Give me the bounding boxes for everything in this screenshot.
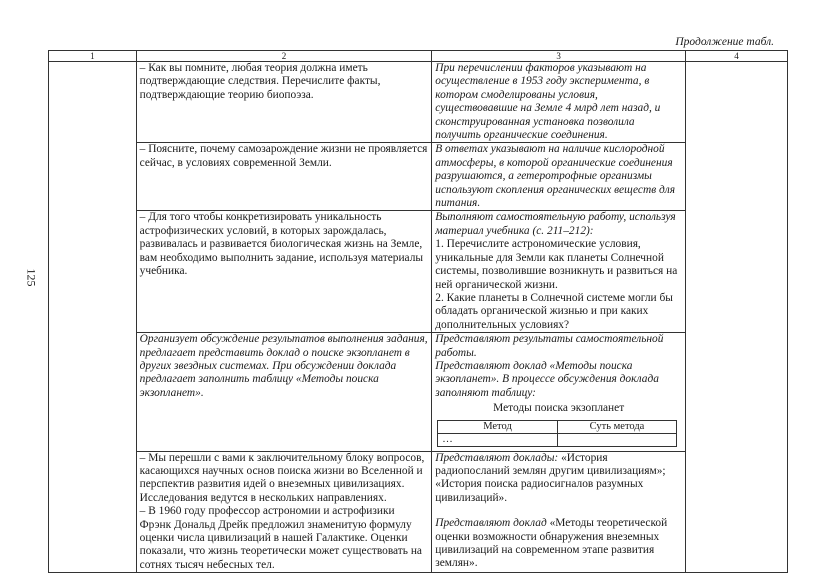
task-question-2: 2. Какие планеты в Солнечной системе могли бы обладать органической жизнью и при каких дополнительных условиях?	[435, 291, 673, 331]
table-row	[49, 451, 788, 573]
teacher-cell	[136, 143, 432, 211]
teacher-text: – Поясните, почему самозарождение жизни не проявляется сейчас, в условиях современной Земли.	[139, 143, 428, 169]
table-row	[49, 62, 788, 143]
table-row	[49, 333, 788, 451]
continuation-label: Продолжение табл.	[675, 36, 774, 48]
methods-cell	[557, 433, 677, 446]
teacher-text-a: – Мы перешли с вами к заключительному блоку вопросов, касающихся научных основ поиска жизни во Вселенной и перспектив развития идей о внеземных цивилизациях. Исследования ведутся в нескольких направлениях.	[139, 451, 425, 504]
table-row	[49, 211, 788, 333]
report-label: Представляют доклад	[435, 517, 547, 530]
report-text: «Методы теоретической оценки возможности обнаружения внеземных цивилизаций на современном этапе развития землян».	[435, 517, 668, 570]
teacher-cell	[136, 211, 432, 333]
column-number: 1	[49, 51, 137, 62]
teacher-text: Организует обсуждение результатов выполнения задания, предлагает представить доклад о поиске экзопланет в других звездных системах. При обсуждении доклада предлагает заполнить таблицу «Методы поиска экзопланет».	[139, 333, 428, 399]
teacher-text: – Как вы помните, любая теория должна иметь подтверждающие следствия. Перечислите факты, подтверждающие теорию биопоэза.	[139, 62, 381, 101]
column-4-cell	[686, 62, 788, 573]
student-cell	[432, 211, 686, 333]
methods-header-row	[438, 420, 677, 433]
student-text: В ответах указывают на наличие кислородной атмосферы, в которой органические соединения разрушаются, а гетеротрофные организмы используют скопления органических веществ для питания.	[435, 143, 676, 210]
inner-table-title: Методы поиска экзопланет	[493, 402, 625, 415]
report-label: Представляют доклады:	[435, 451, 559, 464]
lesson-table	[48, 50, 788, 573]
table-row	[49, 143, 788, 211]
column-number-row	[49, 51, 788, 62]
column-number: 3	[432, 51, 686, 62]
column-1-cell	[49, 62, 137, 573]
methods-cell: …	[438, 433, 558, 446]
student-text-a	[435, 452, 682, 506]
methods-header: Метод	[438, 420, 558, 433]
student-cell	[432, 333, 686, 451]
task-intro: Выполняют самостоятельную работу, используя материал учебника (с. 211–212):	[435, 211, 676, 237]
report-text: «История радиопосланий землян другим цивилизациям»; «История поиска радиосигналов разумных цивилизаций».	[435, 451, 666, 504]
teacher-cell	[136, 62, 432, 143]
column-number: 2	[136, 51, 432, 62]
teacher-text-b: – В 1960 году профессор астрономии и астрофизики Фрэнк Дональд Дрейк предложил знаменитую формулу оценки числа цивилизаций в нашей Галактике. Оценки показали, что жизнь теоретически может существовать на сотнях тысяч небесных тел.	[139, 505, 422, 571]
student-text: При перечислении факторов указывают на осуществление в 1953 году эксперимента, в котором смоделированы условия, существовавшие на Земле 4 млрд лет назад, и сконструированная установка позволила получить органические соединения.	[435, 62, 661, 142]
page-number: 125	[24, 268, 39, 287]
column-number: 4	[686, 51, 788, 62]
student-text-b	[435, 517, 682, 571]
teacher-text: – Для того чтобы конкретизировать уникальность астрофизических условий, в которых зарождалась, развивалась и развивается биологическая жизнь на Земле, вам необходимо выполнить задание, используя материалы учебника.	[139, 211, 424, 278]
teacher-cell	[136, 333, 432, 451]
methods-row	[438, 433, 677, 446]
teacher-cell	[136, 451, 432, 573]
student-text-a: Представляют результаты самостоятельной работы.	[435, 333, 664, 359]
methods-table	[437, 420, 677, 447]
student-text-b: Представляют доклад «Методы поиска экзопланет». В процессе обсуждения доклада заполняют таблицу:	[435, 359, 659, 399]
student-cell	[432, 62, 686, 143]
methods-header: Суть метода	[557, 420, 677, 433]
student-cell	[432, 451, 686, 573]
student-cell	[432, 143, 686, 211]
task-question-1: 1. Перечислите астрономические условия, уникальные для Земли как планеты Солнечной системы, позволившие возникнуть и развиться на ней органической жизни.	[435, 238, 678, 291]
